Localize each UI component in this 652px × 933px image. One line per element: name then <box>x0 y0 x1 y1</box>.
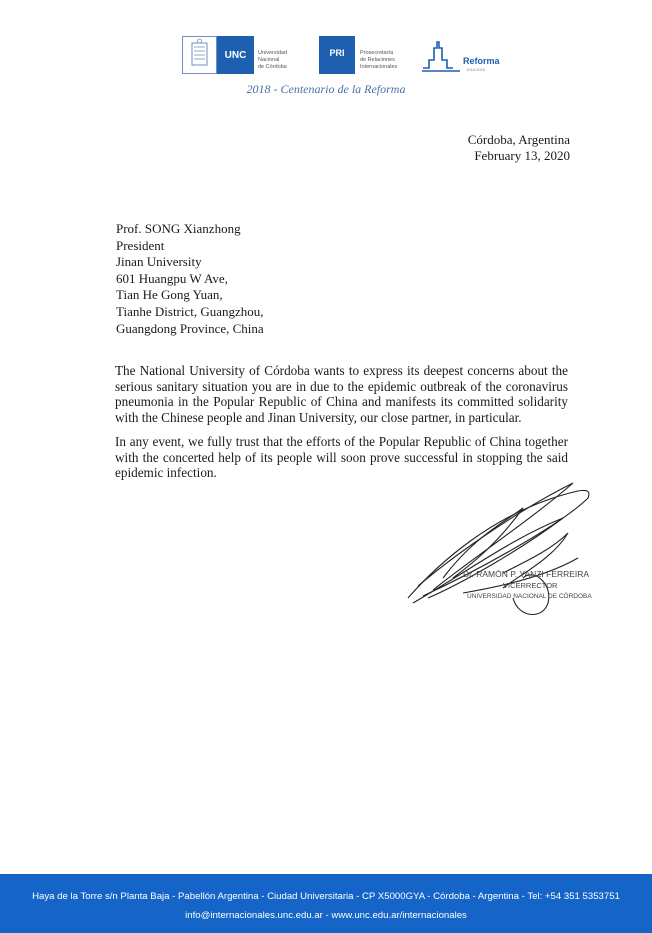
stamp-institution: UNIVERSIDAD NACIONAL DE CÓRDOBA <box>467 593 592 600</box>
reforma-building-icon <box>421 38 461 74</box>
body-paragraph-1: The National University of Córdoba wants to express its deepest concerns about the serious sanitary situation you are in due to the epidemic outbreak of the coronavirus pneumonia in the Popular Republic of China and manifests its committed solidarity with the Chinese people and Jinan University, our close partner, in particular. <box>115 363 568 425</box>
unc-crest-icon <box>182 36 217 74</box>
pri-logo-text: PRI <box>329 48 345 58</box>
reforma-label: Reforma <box>463 56 500 66</box>
recipient-address <box>116 221 264 337</box>
unc-name-line: Nacional <box>258 57 280 63</box>
date-block <box>468 132 570 164</box>
unc-logo <box>217 36 254 74</box>
unc-name-line: Universidad <box>258 50 288 56</box>
handwritten-signature <box>403 478 603 624</box>
recipient-line: Tianhe District, Guangzhou, <box>116 303 264 319</box>
signature-stamp <box>403 478 603 624</box>
recipient-line: 601 Huangpu W Ave, <box>116 270 228 286</box>
footer-address: Haya de la Torre s/n Planta Baja - Pabellón Argentina - Ciudad Universitaria - CP X5000GYA - Córdoba - Argentina - Tel: +54 351 5353751 <box>32 891 620 902</box>
letter-place: Córdoba, Argentina <box>467 132 570 147</box>
recipient-line: President <box>116 237 165 253</box>
recipient-line: Jinan University <box>116 254 202 270</box>
footer-contact: info@internacionales.unc.edu.ar - www.unc.edu.ar/internacionales <box>185 910 467 921</box>
pri-name-line: Internacionales <box>360 64 398 70</box>
pri-name-line: de Relaciones <box>360 57 395 63</box>
unc-name <box>258 50 314 71</box>
centenario-tagline: 2018 - Centenario de la Reforma <box>246 82 406 96</box>
pri-name-line: Prosecretaría <box>360 50 394 56</box>
footer-bar <box>0 874 652 933</box>
recipient-line: Tian He Gong Yuan, <box>116 287 223 303</box>
unc-name-line: de Córdoba <box>258 64 287 70</box>
stamp-name: Dr. RAMÓN P. YANZI FERREIRA <box>463 569 590 579</box>
recipient-line: Guangdong Province, China <box>116 320 264 336</box>
body-paragraph-2: In any event, we fully trust that the efforts of the Popular Republic of China together with the concerted help of its people will soon prove successful in stopping the said epidemic infection. <box>115 434 568 481</box>
pri-name <box>360 50 424 71</box>
letter-date: February 13, 2020 <box>474 148 570 163</box>
recipient-line: Prof. SONG Xianzhong <box>116 221 241 236</box>
unc-logo-text: UNC <box>224 49 247 61</box>
reforma-years: 1918-2018 <box>466 67 486 72</box>
pri-logo <box>319 36 355 74</box>
stamp-title: VICERRECTOR <box>503 581 558 590</box>
